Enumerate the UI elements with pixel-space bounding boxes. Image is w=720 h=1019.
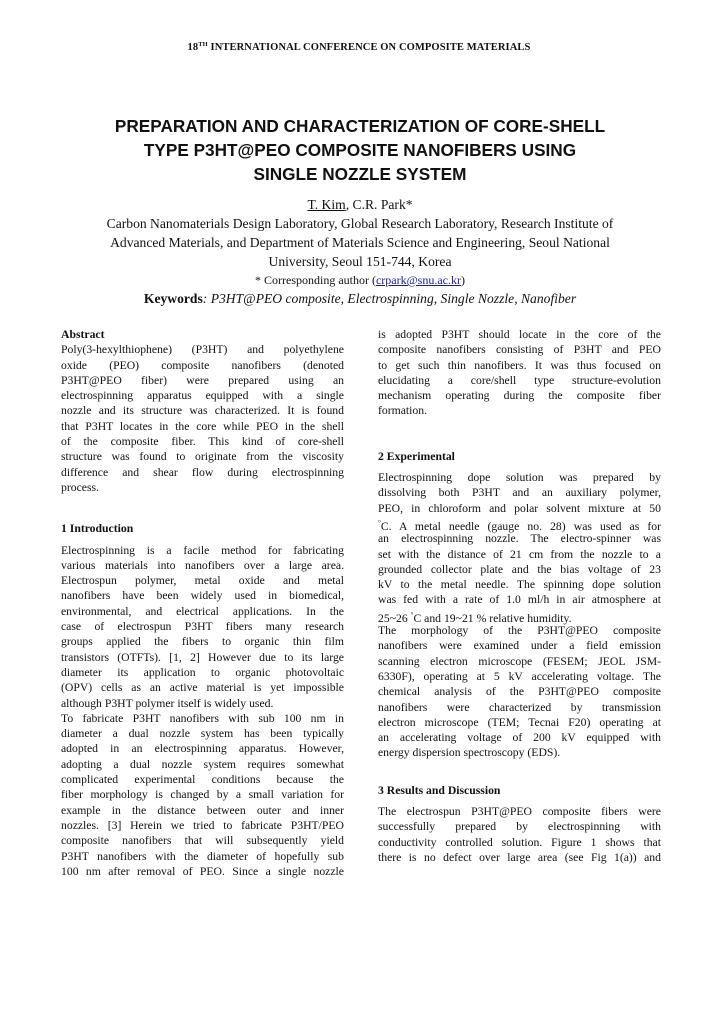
right-column — [378, 327, 661, 865]
keywords-label: Keywords — [143, 291, 203, 306]
text-line: example in the distance between outer and inner — [61, 803, 344, 817]
text-line: energy dispersion spectroscopy (EDS). — [378, 746, 561, 760]
text-line: Electrospun polymer, metal oxide and metal — [61, 574, 344, 588]
text-line: scanning electron microscope (FESEM; JEOL JSM- — [378, 654, 661, 668]
text-line: PEO, in chloroform and polar solvent mixture at 50 — [378, 501, 661, 515]
text-line: nanofibers were characterized by transmission — [378, 700, 661, 714]
text-line: elucidating a core/shell type structure-evolution — [378, 373, 661, 387]
text-line: successfully prepared by electrospinning with — [378, 820, 661, 834]
text-line: 100 nm after removal of PEO. Since a single nozzle — [61, 864, 344, 878]
abstract-heading: Abstract — [61, 328, 105, 341]
degree-symbol: ° — [410, 610, 414, 619]
text-line: adopting a dual nozzle system requires somewhat — [61, 757, 344, 771]
results-heading: 3 Results and Discussion — [378, 783, 501, 797]
text-line: nozzle and its structure was characterized. It is found — [61, 404, 344, 418]
affiliation-line: Carbon Nanomaterials Design Laboratory, Global Research Laboratory, Research Institute of — [106, 216, 614, 231]
experimental-body — [378, 470, 661, 761]
conference-header: 18TH INTERNATIONAL CONFERENCE ON COMPOSITE MATERIALS — [187, 41, 531, 53]
text-line: diameter its application to organic photovoltaic — [61, 665, 344, 679]
experimental-heading: 2 Experimental — [378, 449, 455, 463]
text-line: chemical analysis of the P3HT@PEO composite — [378, 685, 661, 699]
text-line: To fabricate P3HT nanofibers with sub 100 nm in — [61, 711, 344, 725]
title-line: TYPE P3HT@PEO COMPOSITE NANOFIBERS USING — [143, 140, 577, 160]
text-line: Poly(3-hexylthiophene) (P3HT) and polyethylene — [61, 343, 344, 357]
text-line: The electrospun P3HT@PEO composite fibers were — [378, 805, 661, 819]
affiliation-line: Advanced Materials, and Department of Materials Science and Engineering, Seoul National — [110, 235, 610, 250]
results-body — [378, 804, 661, 865]
author-block — [0, 195, 720, 290]
text-line: 6330F), operating at 5 kV accelerating voltage. The — [378, 669, 661, 683]
text-line: composite nanofibers that will subsequently yield — [61, 834, 344, 848]
text-line: (OPV) cells as an active material is yet impossible — [61, 681, 344, 695]
corresponding-author: * Corresponding author (crpark@snu.ac.kr) — [255, 273, 465, 287]
keywords-text: : P3HT@PEO composite, Electrospinning, Single Nozzle, Nanofiber — [202, 291, 577, 306]
text-line: electron microscope (TEM; Tecnai F20) operating at — [378, 715, 661, 729]
email-link[interactable]: crpark@snu.ac.kr — [375, 273, 461, 287]
text-line: is adopted P3HT should locate in the core of the — [378, 328, 661, 341]
text-line: electrospinning apparatus equipped with a single — [61, 389, 344, 403]
paper-title — [70, 114, 650, 186]
text-line: composite nanofibers consisting of P3HT and PEO — [378, 343, 661, 357]
text-line: complicated experimental conditions because the — [61, 773, 344, 787]
left-column — [61, 327, 344, 879]
text-line: various materials into nanofibers over a large area. — [61, 558, 344, 572]
text-line: that P3HT locates in the core while PEO in the shell — [61, 419, 344, 433]
first-author: T. Kim — [307, 197, 346, 212]
text-line: oxide (PEO) composite nanofibers (denoted — [61, 358, 344, 372]
text-line: an accelerating voltage of 200 kV equipped with — [378, 731, 661, 745]
degree-symbol: ° — [378, 518, 381, 527]
text-line: was fed with a rate of 1.0 ml/h in air atmosphere at — [378, 593, 661, 607]
text-line: there is no defect over large area (see Fig 1(a)) and — [378, 850, 661, 864]
text-line: 25~26 °C and 19~21 % relative humidity. — [378, 610, 572, 625]
text-line: fiber morphology is changed by a small variation for — [61, 788, 344, 802]
text-line: grounded collector plate and the bias voltage of 23 — [378, 562, 661, 576]
text-line: environmental, and electrical applications. In the — [61, 604, 344, 618]
text-line: dissolving both P3HT and an auxiliary polymer, — [378, 486, 661, 500]
text-line: process. — [61, 480, 99, 494]
introduction-continued — [378, 327, 661, 419]
introduction-heading: 1 Introduction — [61, 522, 134, 536]
text-line: Electrospinning is a facile method for fabricating — [61, 543, 344, 557]
author-names: T. Kim, C.R. Park* — [307, 197, 413, 212]
text-line: formation. — [378, 404, 428, 418]
text-line: nanofibers have been widely used in biomedical, — [61, 589, 344, 603]
text-line: difference and shear flow during electrospinning — [61, 465, 344, 479]
title-line: PREPARATION AND CHARACTERIZATION OF CORE-SHELL — [114, 116, 606, 136]
text-line: structure was found to originate from the viscosity — [61, 450, 344, 464]
text-line: The morphology of the P3HT@PEO composite — [378, 624, 661, 638]
text-line: to get such thin nanofibers. It was thus focused on — [378, 358, 661, 372]
introduction-body — [61, 543, 344, 880]
text-line: transistors (OTFTs). [1, 2] However due to its large — [61, 650, 344, 664]
text-line: P3HT@PEO fiber) were prepared using an — [61, 373, 344, 387]
text-line: Electrospinning dope solution was prepared by — [378, 471, 661, 485]
text-line: nozzles. [3] Herein we tried to fabricate P3HT/PEO — [61, 818, 344, 832]
text-line: groups applied the fibers to organic thin film — [61, 635, 344, 649]
text-line: an electrospinning nozzle. The electro-spinner was — [378, 532, 661, 546]
affiliation-line: University, Seoul 151-744, Korea — [268, 254, 452, 269]
keywords-line — [0, 291, 720, 307]
text-line: case of electrospun P3HT fibers many research — [61, 620, 344, 634]
text-line: diameter a dual nozzle system has been typically — [61, 727, 344, 741]
text-line: nanofibers were examined under a field emission — [378, 639, 661, 653]
text-line: mechanism operating during the composite fiber — [378, 389, 661, 403]
text-line: of the composite fiber. This kind of core-shell — [61, 435, 344, 449]
text-line: although P3HT polymer itself is widely used. — [61, 696, 274, 710]
text-line: conductivity controlled solution. Figure 1 shows that — [378, 835, 661, 849]
text-line: adopted in an electrospinning apparatus. However, — [61, 742, 344, 756]
text-line: °C. A metal needle (gauge no. 28) was used as for — [378, 518, 661, 533]
title-line: SINGLE NOZZLE SYSTEM — [253, 164, 467, 184]
text-line: P3HT nanofibers with the diameter of hopefully sub — [61, 849, 344, 863]
text-line: set with the distance of 21 cm from the nozzle to a — [378, 547, 661, 561]
abstract-body — [61, 342, 344, 495]
text-line: kV to the metal needle. The spinning dope solution — [378, 578, 661, 592]
